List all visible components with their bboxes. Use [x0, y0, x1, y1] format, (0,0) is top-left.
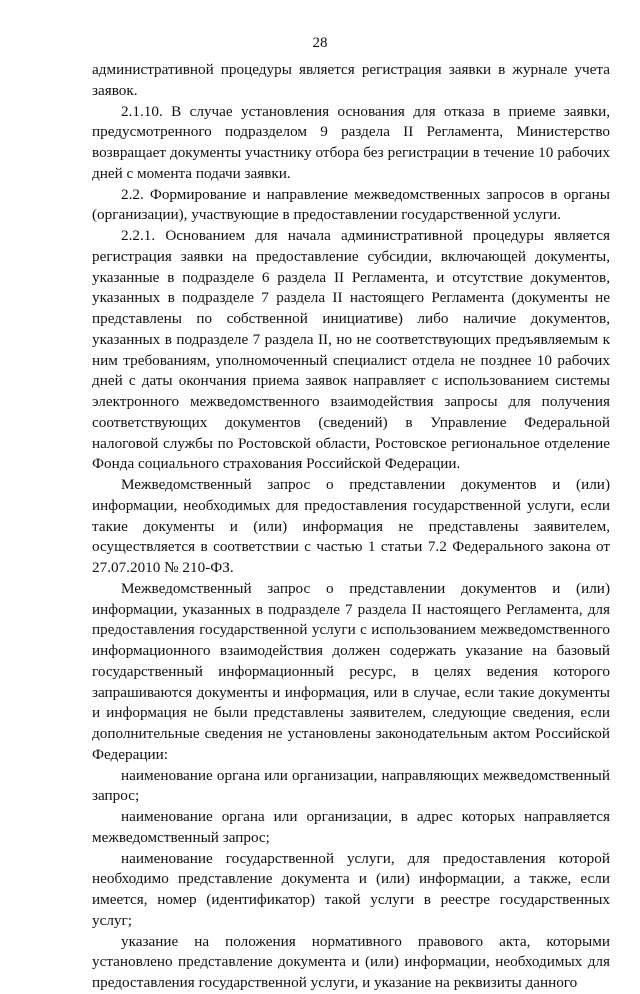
list-item-service-name: наименование государственной услуги, для предоставления которой необходимо представление документа и (или) информации, а также, если имеется, номер (идентификатор) такой услуги в реестре государственных услуг; — [92, 849, 610, 929]
paragraph-2-2-1: 2.2.1. Основанием для начала административной процедуры является регистрация заявки на предоставление субсидии, включающей документы, указанные в подразделе 6 раздела II Регламента, и отсутствие документов, указанных в подразделе 7 раздела II настоящего Регламента (документы не представлены по собственной инициативе) либо наличие документов, указанных в подразделе 7 раздела II, но не соответствующих предъявляемым к ним требованиям, уполномоченный специалист отдела не позднее 10 рабочих дней с даты окончания приема заявок направляет с использованием системы электронного межведомственного взаимодействия запросы для получения соответствующих документов (сведений) в Управление Федеральной налоговой службы по Ростовской области, Ростовское региональное отделение Фонда социального страхования Российской Федерации. — [92, 227, 610, 473]
list-item-receiving-body: наименование органа или организации, в адрес которых направляется межведомственный запрос; — [92, 808, 610, 846]
list-item-requesting-body: наименование органа или организации, направляющих межведомственный запрос; — [92, 766, 610, 805]
paragraph-continuation: административной процедуры является регистрация заявки в журнале учета заявок. — [92, 61, 610, 99]
paragraph-interagency-request: Межведомственный запрос о представлении документов и (или) информации, необходимых для предоставления государственной услуги, если такие документы и (или) информация не представлены заявителем, осуществляется в соответствии с частью 1 статьи 7.2 Федерального закона от 27.07.2010 № 210-ФЗ. — [92, 476, 610, 576]
paragraph-interagency-request-contents: Межведомственный запрос о представлении документов и (или) информации, указанных в подразделе 7 раздела II настоящего Регламента, для предоставления государственной услуги с использованием межведомственного информационного взаимодействия должен содержать указание на базовый государственный информационный ресурс, в целях ведения которого запрашиваются документы и информация, или в случае, если такие документы и информация не были представлены заявителем, следующие сведения, если дополнительные сведения не установлены законодательным актом Российской Федерации: — [92, 579, 610, 763]
page-number: 28 — [312, 35, 328, 51]
paragraph-2-1-10: 2.1.10. В случае установления основания для отказа в приеме заявки, предусмотренного подразделом 9 раздела II Регламента, Министерство возвращает документы участнику отбора без регистрации в течение 10 рабочих дней с момента подачи заявки. — [92, 102, 610, 182]
paragraph-2-2: 2.2. Формирование и направление межведомственных запросов в органы (организации), участвующие в предоставлении государственной услуги. — [92, 185, 610, 224]
list-item-legal-provisions: указание на положения нормативного правового акта, которыми установлено представление документа и (или) информации, необходимых для предоставления государственной услуги, и указание на реквизиты данного — [92, 932, 610, 991]
document-body — [92, 60, 610, 994]
